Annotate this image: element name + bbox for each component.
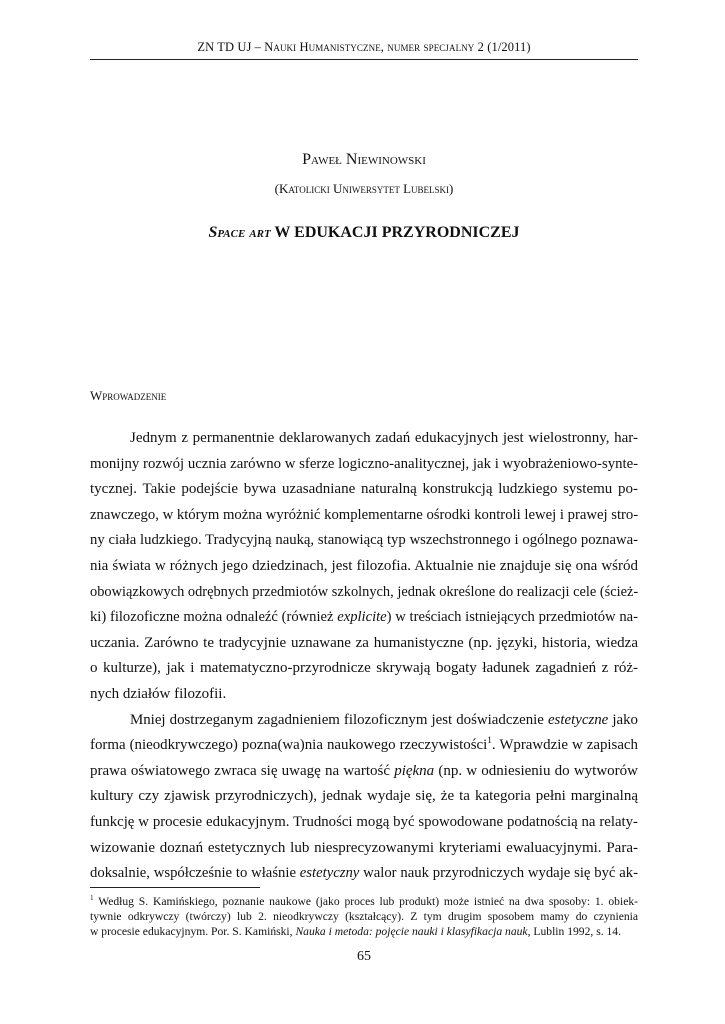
author-name: Paweł Niewinowski <box>302 151 426 168</box>
p1-line-6: nia świata w różnych jego dziedzinach, jest filozofia. Aktualnie nie znajduje się ona wśród <box>90 557 638 574</box>
p1-line-8-italic: explicite <box>337 609 387 626</box>
body-text <box>90 426 638 887</box>
footnote-line-3-b: , Lublin 1992, s. 14. <box>527 925 621 938</box>
p2-line-2-a: forma (nieodkrywczego) pozna(wa)nia naukowego rzeczywistości <box>90 737 488 754</box>
page-number: 65 <box>357 949 371 964</box>
p2-line-4: kultury czy zjawisk przyrodniczych), jednak wydaje się, że ta kategoria pełni marginalną <box>90 788 638 805</box>
header-series: Nauki Humanistyczne, numer specjalny <box>264 40 475 54</box>
p2-line-1 <box>90 708 638 734</box>
p1-line-9: uczania. Zarówno te tradycyjnie uznawane za humanistyczne (np. języki, historia, wiedza <box>90 634 638 651</box>
p2-line-2 <box>90 733 638 759</box>
p1-line-11: nych działów filozofii. <box>90 685 227 702</box>
footnote <box>90 894 638 939</box>
p2-line-7 <box>90 861 638 887</box>
p2-line-1-italic: estetyczne <box>547 711 609 728</box>
p1-line-4: znawczego, w którym można wyróżnić komplementarne ośrodki kontroli lewej i prawej stro- <box>90 506 639 523</box>
section-heading: Wprowadzenie <box>90 388 167 403</box>
article-title-italic: Space art <box>208 224 271 241</box>
p2-line-1-b: jako <box>608 711 638 728</box>
p2-line-6: wizowanie doznań estetycznych lub niesprecyzowanymi kryteriami ewaluacyjnymi. Para- <box>90 839 638 856</box>
p2-line-7-italic: estetyczny <box>299 865 360 882</box>
footnote-line-3 <box>90 924 638 939</box>
p1-line-8-a: ki) filozoficzne można odnaleźć (również <box>90 609 338 626</box>
p2-line-3 <box>90 759 638 785</box>
p2-line-7-a: doksalnie, współcześnie to właśnie <box>90 865 300 882</box>
p1-line-7: obowiązkowych odrębnych przedmiotów szkolnych, jednak określone do realizacji cele (ścież- <box>90 583 639 600</box>
p1-line-1: Jednym z permanentnie deklarowanych zadań edukacyjnych jest wielostronny, har- <box>130 430 638 446</box>
p1-line-10: o kulturze), jak i matematyczno-przyrodnicze skrywają bogaty ładunek zagadnień z róż- <box>90 660 638 677</box>
header-issue: 2 (1/2011) <box>474 40 531 54</box>
p1-line-3: tycznej. Takie podejście bywa uzasadniane naturalną konstrukcją ludzkiego systemu po- <box>90 481 638 498</box>
p2-line-3-italic: piękna <box>394 762 435 779</box>
footnote-rule <box>90 887 260 888</box>
article-title-rest: W EDUKACJI PRZYRODNICZEJ <box>270 224 520 241</box>
p1-line-5: ny ciała ludzkiego. Tradycyjną nauką, stanowiącą typ wszechstronnego i ogólnego poznawa- <box>90 532 638 549</box>
footnote-marker: 1 <box>90 894 94 903</box>
footnote-line-2: tywnie odkrywczy (twórczy) lub 2. nieodkrywczy (kształcący). Z tym drugim sposobem mamy do czynienia <box>90 910 638 923</box>
footnote-line-3-italic: Nauka i metoda: pojęcie nauki i klasyfikacja nauk <box>295 925 528 938</box>
p1-line-8-b: ) w treściach istniejących przedmiotów na- <box>386 609 638 626</box>
author-affiliation: (Katolicki Uniwersytet Lubelski) <box>274 181 454 196</box>
header-rule <box>90 59 638 60</box>
p2-line-3-b: (np. w odniesieniu do wytworów <box>434 762 638 779</box>
p2-line-2-b: . Wprawdzie w zapisach <box>491 737 638 754</box>
footnote-line-3-a: w procesie edukacyjnym. Por. S. Kamiński, <box>90 925 296 938</box>
running-header <box>90 40 638 55</box>
p2-line-1-a: Mniej dostrzeganym zagadnieniem filozoficznym jest doświadczenie <box>130 711 548 728</box>
p2-line-5: funkcję w procesie edukacyjnym. Trudności mogą być spowodowane podatnością na relaty- <box>90 813 638 830</box>
p2-line-7-b: walor nauk przyrodniczych wydaje się być ak- <box>359 865 638 882</box>
footnote-reference[interactable]: 1 <box>487 735 492 746</box>
p2-line-3-a: prawa oświatowego zwraca się uwagę na wartość <box>90 762 395 779</box>
footnote-line-1 <box>90 894 638 909</box>
article-title <box>90 224 638 242</box>
header-journal-abbrev: ZN TD UJ – <box>197 40 265 54</box>
p1-line-8 <box>90 605 638 631</box>
p1-line-2: monijny rozwój ucznia zarówno w sferze logiczno-analitycznej, jak i wyobrażeniowo-synte- <box>90 455 639 472</box>
footnote-line-1-text: Według S. Kamińskiego, poznanie naukowe (jako proces lub produkt) może istnieć na dwa sposoby: 1. obiek- <box>93 895 638 908</box>
